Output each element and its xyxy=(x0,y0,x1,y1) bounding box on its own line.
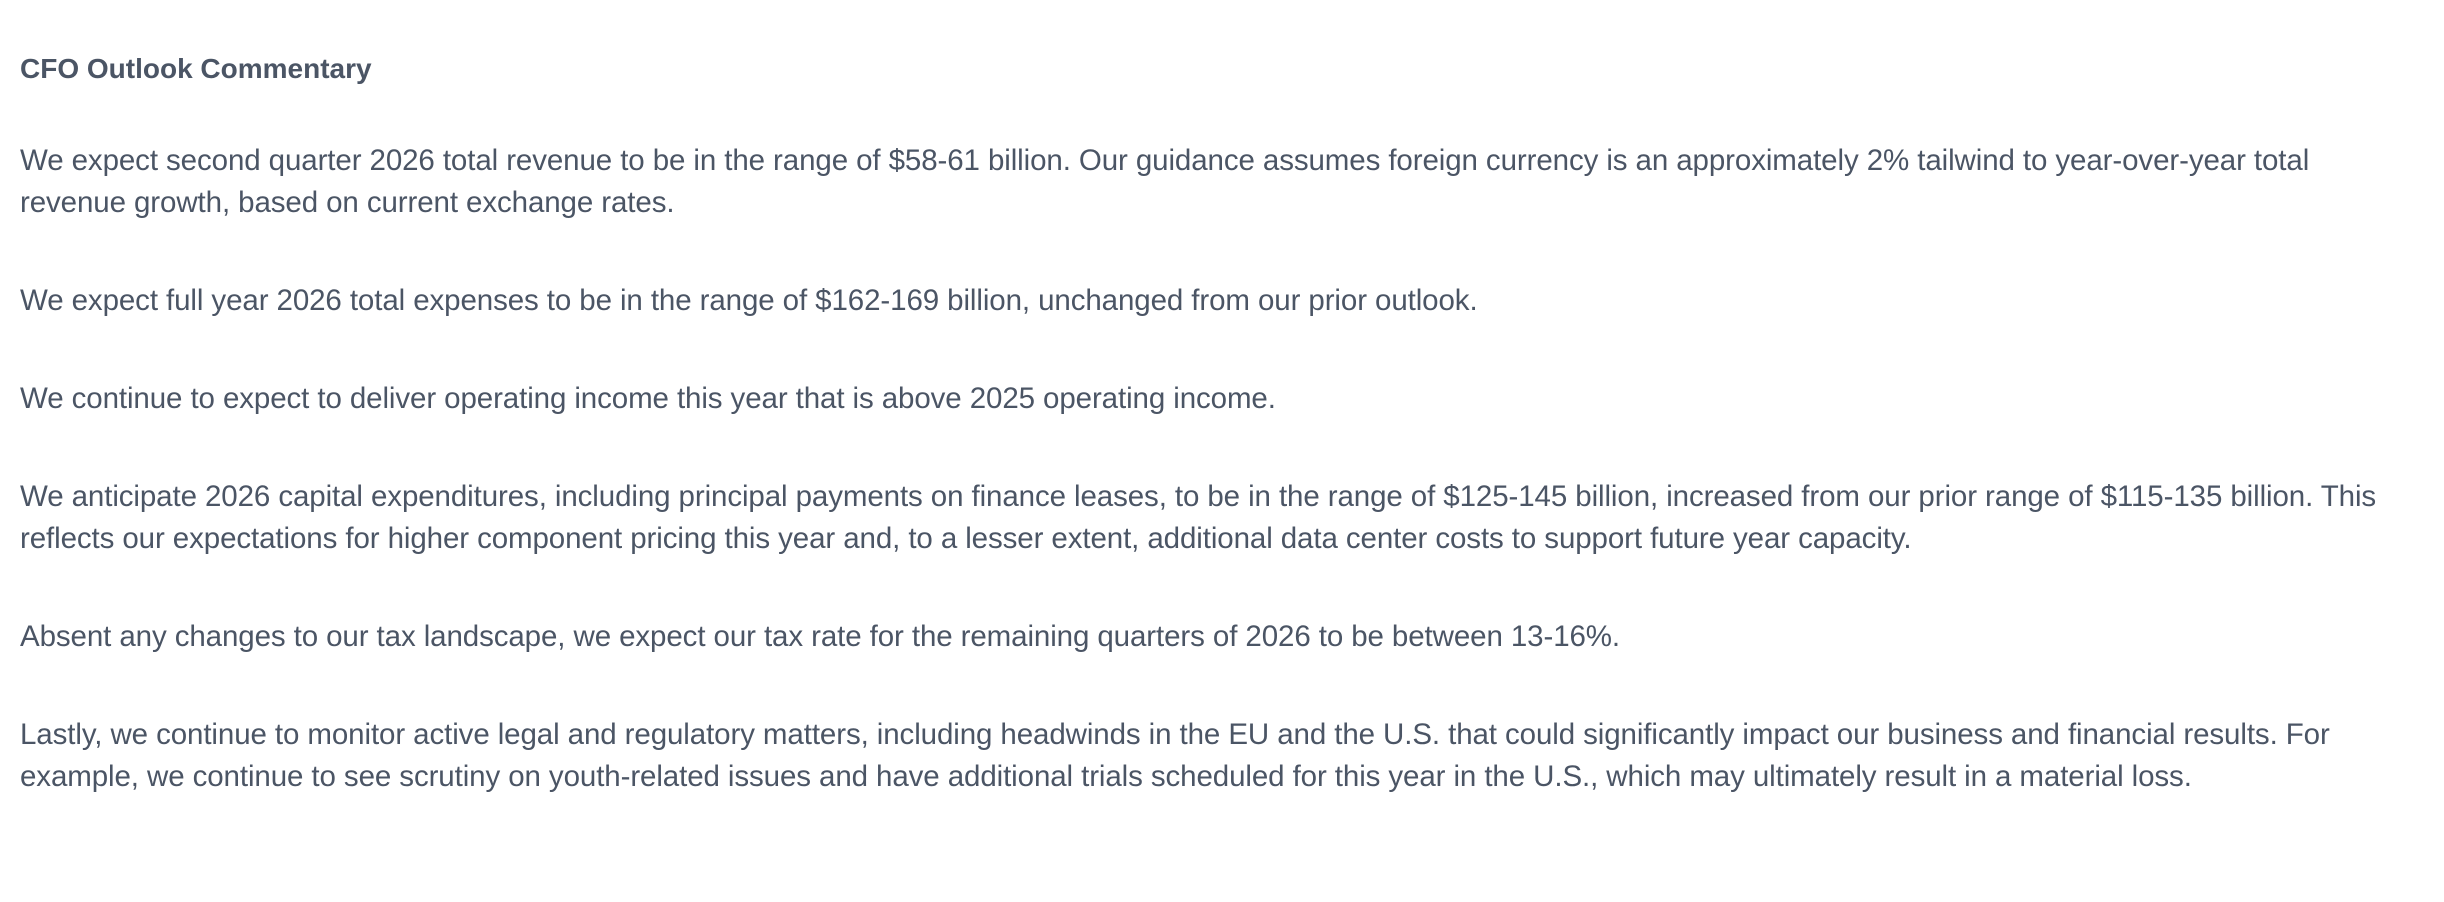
paragraph-revenue-outlook: We expect second quarter 2026 total revenue to be in the range of $58-61 billion. Our guidance assumes foreign currency is an approximately 2% tailwind to year-over-year total revenue growth, based on current exchange rates. xyxy=(20,144,2310,219)
paragraph-capex-outlook: We anticipate 2026 capital expenditures, including principal payments on finance leases, to be in the range of $125-145 billion, increased from our prior range of $115-135 billion. This reflects our expectations for higher component pricing this year and, to a lesser extent, additional data center costs to support future year capacity. xyxy=(20,480,2377,555)
cfo-outlook-section xyxy=(20,50,2420,854)
paragraph-operating-income: We continue to expect to deliver operating income this year that is above 2025 operating income. xyxy=(20,382,1276,415)
paragraph-expenses-outlook: We expect full year 2026 total expenses to be in the range of $162-169 billion, unchanged from our prior outlook. xyxy=(20,284,1478,317)
section-title: CFO Outlook Commentary xyxy=(20,53,372,84)
paragraph-tax-rate: Absent any changes to our tax landscape, we expect our tax rate for the remaining quarters of 2026 to be between 13-16%. xyxy=(20,620,1621,653)
paragraph-legal-regulatory: Lastly, we continue to monitor active legal and regulatory matters, including headwinds in the EU and the U.S. that could significantly impact our business and financial results. For example, we continue to see scrutiny on youth-related issues and have additional trials scheduled for this year in the U.S., which may ultimately result in a material loss. xyxy=(20,718,2330,793)
